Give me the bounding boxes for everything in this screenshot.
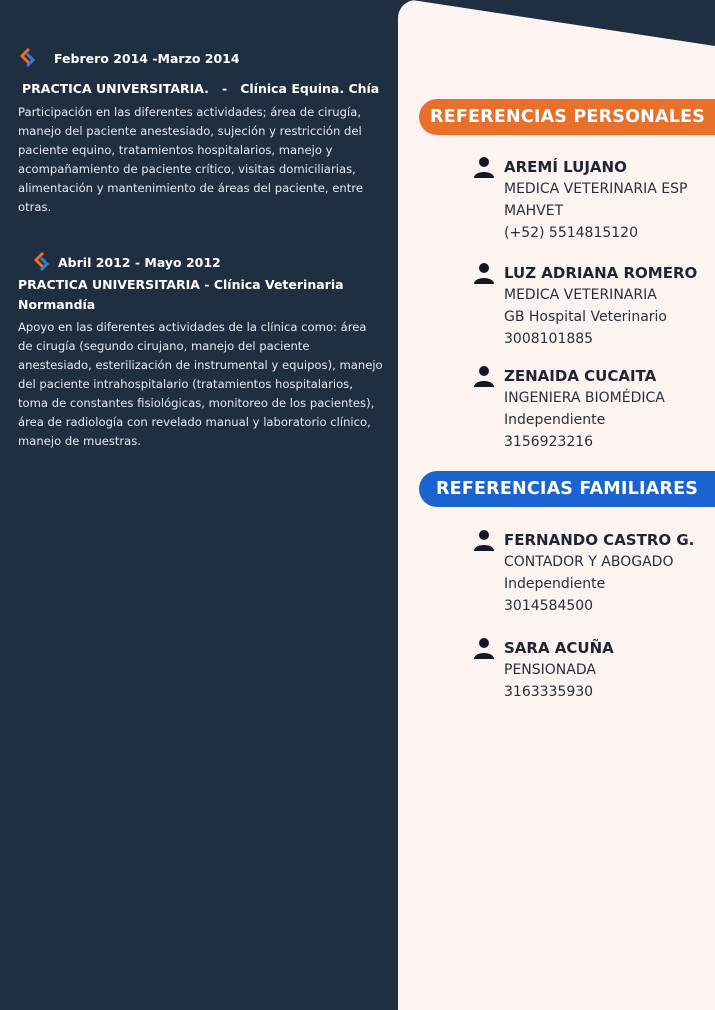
person-icon <box>473 529 495 551</box>
person-icon <box>473 365 495 387</box>
reference-card-3 <box>473 365 715 453</box>
family-references-heading: REFERENCIAS FAMILIARES <box>419 471 715 507</box>
experience-entry-1 <box>18 48 384 217</box>
reference-phone: (+52) 5514815120 <box>504 225 638 241</box>
experience-date: Abril 2012 - Mayo 2012 <box>58 254 221 270</box>
person-icon <box>473 156 495 178</box>
reference-position: PENSIONADA <box>504 662 596 678</box>
experience-title: PRACTICA UNIVERSITARIA - Clínica Veterinaria Normandía <box>18 277 344 312</box>
personal-references-heading: REFERENCIAS PERSONALES <box>419 99 715 135</box>
diagonal-header-shape <box>412 0 715 46</box>
reference-name: FERNANDO CASTRO G. <box>504 531 695 549</box>
reference-position: INGENIERA BIOMÉDICA <box>504 390 665 406</box>
experience-date: Febrero 2014 -Marzo 2014 <box>54 50 240 66</box>
chevron-marker-icon <box>18 48 38 68</box>
chevron-marker-icon <box>32 252 52 272</box>
reference-name: SARA ACUÑA <box>504 639 614 657</box>
reference-name: LUZ ADRIANA ROMERO <box>504 264 698 282</box>
person-icon <box>473 262 495 284</box>
reference-position: CONTADOR Y ABOGADO <box>504 554 674 570</box>
reference-phone: 3163335930 <box>504 684 594 700</box>
experience-title: PRACTICA UNIVERSITARIA. - Clínica Equina. Chía <box>22 81 380 96</box>
reference-card-1 <box>473 156 715 244</box>
experience-header <box>18 252 384 272</box>
reference-company: GB Hospital Veterinario <box>504 309 667 325</box>
family-reference-card-2 <box>473 637 715 703</box>
reference-phone: 3156923216 <box>504 434 594 450</box>
person-icon <box>473 637 495 659</box>
reference-name: AREMÍ LUJANO <box>504 158 627 176</box>
experience-header <box>18 48 384 68</box>
reference-company: Independiente <box>504 412 606 428</box>
reference-phone: 3014584500 <box>504 598 594 614</box>
reference-card-2 <box>473 262 715 350</box>
experience-entry-2 <box>18 252 384 451</box>
reference-position: MEDICA VETERINARIA <box>504 287 657 303</box>
reference-company: MAHVET <box>504 203 564 219</box>
reference-company: Independiente <box>504 576 606 592</box>
reference-phone: 3008101885 <box>504 331 594 347</box>
reference-position: MEDICA VETERINARIA ESP <box>504 181 688 197</box>
reference-name: ZENAIDA CUCAITA <box>504 367 657 385</box>
experience-description: Apoyo en las diferentes actividades de la clínica como: área de cirugía (segundo cirujano, manejo del paciente anestesiado, esterilización de instrumental y equipos), manejo del paciente intrahospitalario (tratamientos hospitalarios, toma de constantes fisiológicas, monitoreo de los pacientes), área de radiología con revelado manual y laboratorio clínico, manejo de muestras. <box>18 320 383 448</box>
experience-description: Participación en las diferentes actividades; área de cirugía, manejo del paciente anestesiado, sujeción y restricción del paciente equino, tratamientos hospitalarios, manejo y acompañamiento de paciente crítico, visitas domiciliarias, alimentación y mantenimiento de áreas del paciente, entre otras. <box>18 105 363 214</box>
family-reference-card-1 <box>473 529 715 617</box>
